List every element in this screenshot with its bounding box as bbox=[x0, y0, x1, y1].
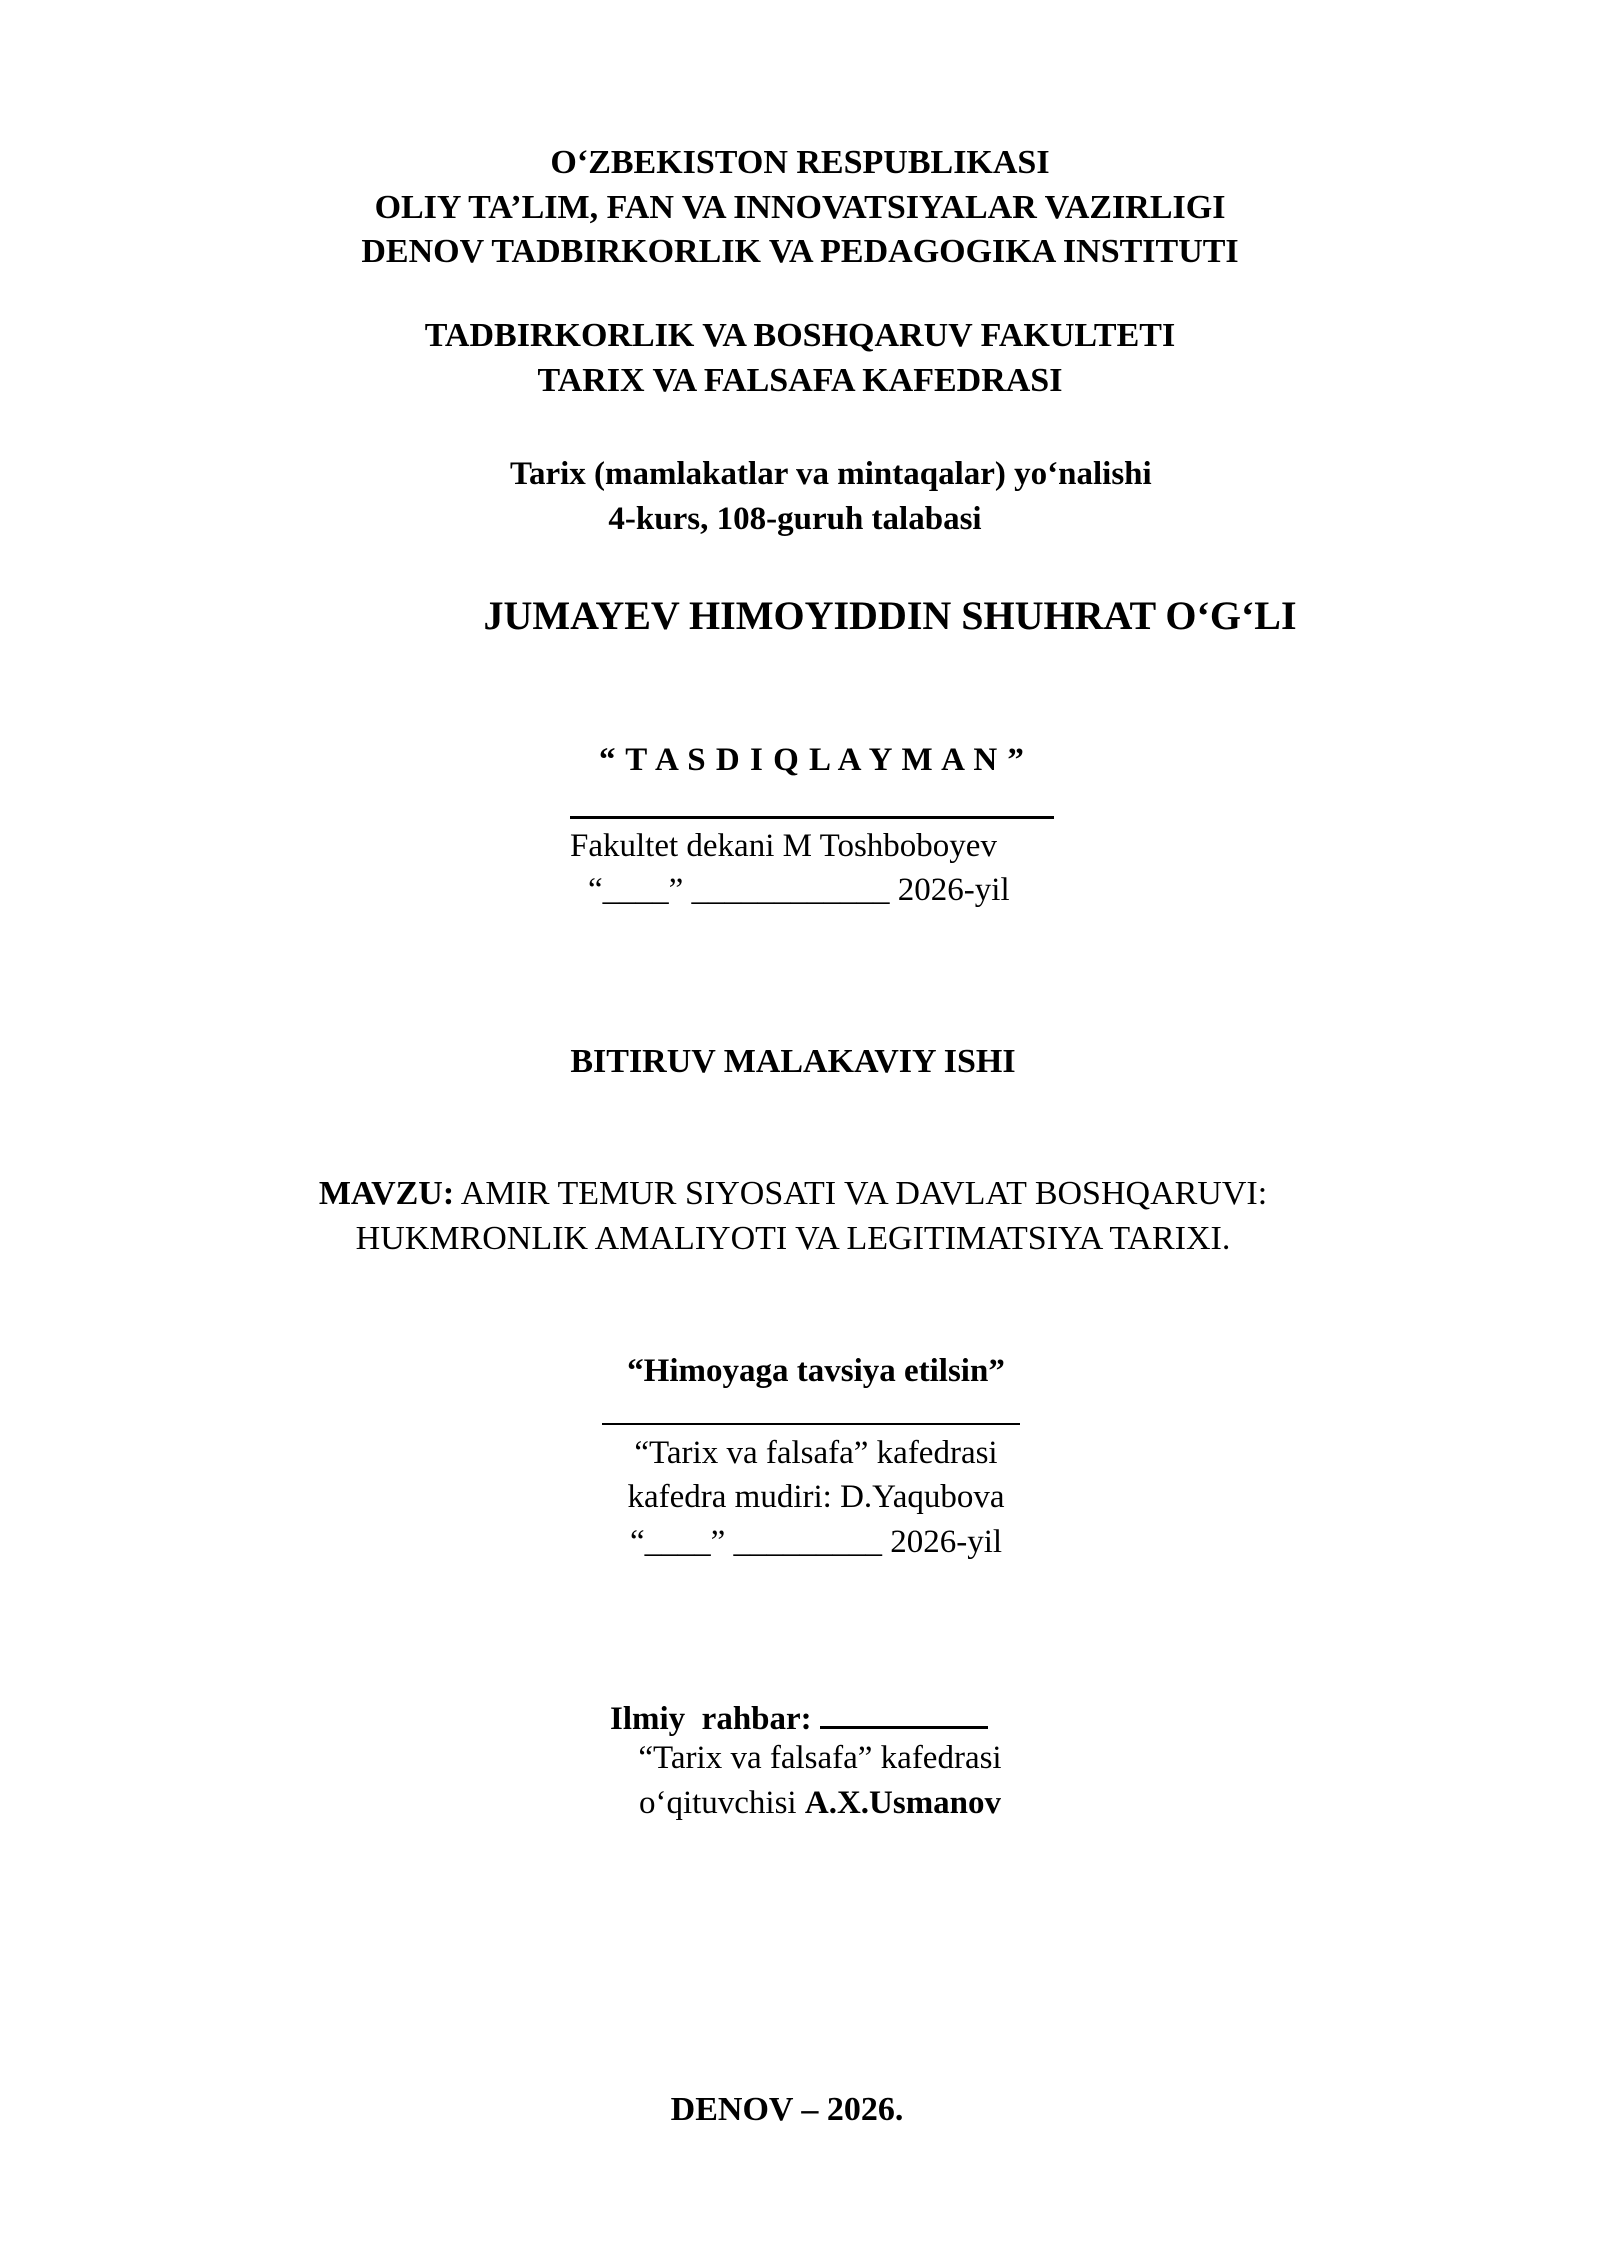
topic-line-1 bbox=[0, 1177, 1593, 1211]
document-type: BITIRUV MALAKAVIY ISHI bbox=[570, 1043, 1016, 1080]
student-name: JUMAYEV HIMOYIDDIN SHUHRAT O‘G‘LI bbox=[483, 593, 1297, 638]
approval-date-line: “____” ____________ 2026-yil bbox=[588, 872, 1010, 908]
recommendation-signature-line bbox=[602, 1423, 1020, 1425]
recommendation-block bbox=[596, 1353, 1036, 1573]
institute-title: DENOV TADBIRKORLIK VA PEDAGOGIKA INSTITUTI bbox=[361, 233, 1239, 270]
topic-text-1: AMIR TEMUR SIYOSATI VA DAVLAT BOSHQARUVI: bbox=[454, 1175, 1268, 1212]
recommendation-date-line: “____” _________ 2026-yil bbox=[629, 1524, 1003, 1560]
recommendation-department: “Tarix va falsafa” kafedrasi bbox=[634, 1435, 998, 1471]
supervisor-signature-line bbox=[820, 1696, 988, 1729]
supervisor-position-line bbox=[600, 1785, 1040, 1822]
topic-line-2: HUKMRONLIK AMALIYOTI VA LEGITIMATSIYA TARIXI. bbox=[355, 1220, 1231, 1257]
supervisor-name: A.X.Usmanov bbox=[804, 1785, 1002, 1821]
supervisor-department: “Tarix va falsafa” kafedrasi bbox=[638, 1740, 1002, 1776]
supervisor-label-line bbox=[610, 1696, 1050, 1738]
supervisor-position: o‘qituvchisi bbox=[638, 1785, 805, 1821]
approval-title: “ T A S D I Q L A Y M A N ” bbox=[599, 742, 1025, 778]
ministry-title: OLIY TA’LIM, FAN VA INNOVATSIYALAR VAZIRLIGI bbox=[374, 189, 1226, 226]
approval-signature-line bbox=[570, 816, 1054, 819]
republic-title: O‘ZBEKISTON RESPUBLIKASI bbox=[550, 144, 1050, 181]
city-year: DENOV – 2026. bbox=[670, 2091, 904, 2128]
course-group-line: 4-kurs, 108-guruh talabasi bbox=[608, 501, 982, 537]
department-title: TARIX VA FALSAFA KAFEDRASI bbox=[537, 362, 1063, 399]
faculty-title: TADBIRKORLIK VA BOSHQARUV FAKULTETI bbox=[424, 317, 1176, 354]
recommendation-head: kafedra mudiri: D.Yaqubova bbox=[627, 1479, 1005, 1515]
supervisor-label: Ilmiy rahbar: bbox=[610, 1701, 812, 1737]
direction-line: Tarix (mamlakatlar va mintaqalar) yo‘nalishi bbox=[510, 456, 1152, 492]
recommendation-title: “Himoyaga tavsiya etilsin” bbox=[627, 1353, 1005, 1389]
supervisor-block bbox=[600, 1696, 1040, 1836]
approval-block bbox=[570, 742, 1060, 912]
approval-signer: Fakultet dekani M Toshboboyev bbox=[570, 828, 997, 864]
topic-label: MAVZU: bbox=[318, 1175, 455, 1212]
